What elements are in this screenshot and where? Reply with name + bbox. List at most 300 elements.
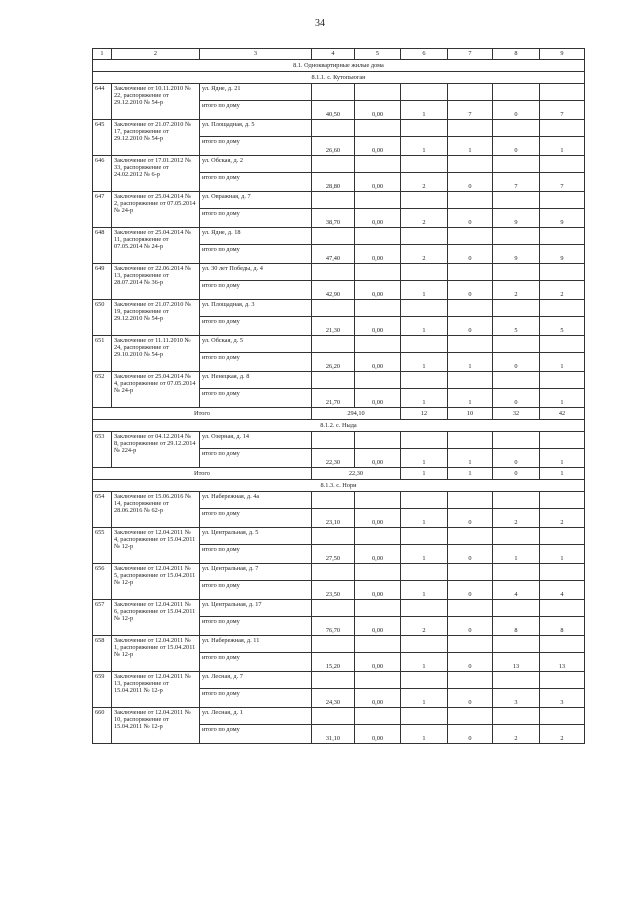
table-row [93, 84, 585, 101]
table-row [93, 564, 585, 581]
value-cell: 21,30 [312, 317, 355, 336]
empty-cell [312, 84, 355, 101]
value-cell: 1 [401, 725, 448, 744]
value-cell: 0 [493, 449, 540, 468]
empty-cell [401, 156, 448, 173]
total-row [93, 468, 585, 480]
row-number: 653 [93, 432, 112, 468]
empty-cell [401, 84, 448, 101]
total-value: 22,30 [312, 468, 401, 480]
empty-cell [493, 120, 540, 137]
value-cell: 21,70 [312, 389, 355, 408]
row-number: 654 [93, 492, 112, 528]
value-cell: 1 [401, 689, 448, 708]
column-header: 8 [493, 49, 540, 60]
value-cell: 1 [401, 317, 448, 336]
address: ул. Ядне, д. 21 [200, 84, 312, 101]
value-cell: 27,50 [312, 545, 355, 564]
value-cell: 76,70 [312, 617, 355, 636]
subtotal-label: итого по дому [200, 509, 312, 528]
document-ref: Заключение от 12.04.2011 № 10, распоряжение от 15.04.2011 № 12-р [112, 708, 200, 744]
value-cell: 0 [493, 137, 540, 156]
empty-cell [401, 336, 448, 353]
table-row [93, 672, 585, 689]
document-ref: Заключение от 17.01.2012 № 33, распоряжение от 24.02.2012 № 6-р [112, 156, 200, 192]
table-row [93, 228, 585, 245]
subtotal-label: итого по дому [200, 353, 312, 372]
empty-cell [493, 228, 540, 245]
column-header: 7 [448, 49, 493, 60]
table-row [93, 432, 585, 449]
empty-cell [401, 300, 448, 317]
total-value: 1 [401, 468, 448, 480]
empty-cell [401, 264, 448, 281]
value-cell: 0,00 [355, 617, 401, 636]
value-cell: 24,30 [312, 689, 355, 708]
empty-cell [540, 264, 585, 281]
empty-cell [355, 264, 401, 281]
empty-cell [312, 120, 355, 137]
value-cell: 0,00 [355, 389, 401, 408]
empty-cell [448, 600, 493, 617]
document-ref: Заключение от 10.11.2010 № 22, распоряжение от 29.12.2010 № 54-р [112, 84, 200, 120]
value-cell: 23,10 [312, 509, 355, 528]
value-cell: 0,00 [355, 209, 401, 228]
empty-cell [312, 192, 355, 209]
document-ref: Заключение от 22.06.2014 № 13, распоряжение от 28.07.2014 № 36-р [112, 264, 200, 300]
empty-cell [355, 432, 401, 449]
value-cell: 0 [493, 101, 540, 120]
address: ул. Ненецкая, д. 8 [200, 372, 312, 389]
value-cell: 38,70 [312, 209, 355, 228]
document-ref: Заключение от 12.04.2011 № 13, распоряжение от 15.04.2011 № 12-р [112, 672, 200, 708]
empty-cell [312, 528, 355, 545]
subtotal-label: итого по дому [200, 545, 312, 564]
empty-cell [493, 672, 540, 689]
address: ул. Центральная, д. 5 [200, 528, 312, 545]
empty-cell [355, 300, 401, 317]
empty-cell [312, 336, 355, 353]
value-cell: 0,00 [355, 449, 401, 468]
value-cell: 0,00 [355, 245, 401, 264]
section-row [93, 60, 585, 72]
empty-cell [355, 336, 401, 353]
value-cell: 2 [401, 617, 448, 636]
total-label: Итого [93, 468, 312, 480]
value-cell: 13 [493, 653, 540, 672]
empty-cell [540, 372, 585, 389]
value-cell: 0,00 [355, 137, 401, 156]
empty-cell [448, 528, 493, 545]
section-row [93, 420, 585, 432]
column-header: 3 [200, 49, 312, 60]
value-cell: 0,00 [355, 101, 401, 120]
value-cell: 1 [448, 353, 493, 372]
empty-cell [401, 600, 448, 617]
empty-cell [448, 156, 493, 173]
value-cell: 0 [448, 245, 493, 264]
subtotal-label: итого по дому [200, 173, 312, 192]
document-ref: Заключение от 12.04.2011 № 5, распоряжение от 15.04.2011 № 12-р [112, 564, 200, 600]
value-cell: 1 [401, 281, 448, 300]
empty-cell [312, 372, 355, 389]
total-value: 1 [448, 468, 493, 480]
address: ул. Набережная, д. 4а [200, 492, 312, 509]
empty-cell [493, 336, 540, 353]
value-cell: 1 [401, 545, 448, 564]
empty-cell [401, 492, 448, 509]
empty-cell [401, 120, 448, 137]
value-cell: 3 [540, 689, 585, 708]
subtotal-label: итого по дому [200, 101, 312, 120]
value-cell: 1 [401, 353, 448, 372]
value-cell: 2 [540, 281, 585, 300]
table-row [93, 120, 585, 137]
table-row [93, 708, 585, 725]
empty-cell [448, 432, 493, 449]
empty-cell [493, 264, 540, 281]
empty-cell [401, 564, 448, 581]
address: ул. Центральная, д. 17 [200, 600, 312, 617]
page-number: 34 [315, 18, 325, 29]
row-number: 650 [93, 300, 112, 336]
empty-cell [355, 492, 401, 509]
value-cell: 7 [540, 173, 585, 192]
document-ref: Заключение от 21.07.2010 № 19, распоряжение от 29.12.2010 № 54-р [112, 300, 200, 336]
empty-cell [355, 708, 401, 725]
row-number: 660 [93, 708, 112, 744]
value-cell: 9 [540, 245, 585, 264]
empty-cell [493, 492, 540, 509]
value-cell: 13 [540, 653, 585, 672]
value-cell: 1 [401, 101, 448, 120]
value-cell: 0 [493, 353, 540, 372]
document-ref: Заключение от 25.04.2014 № 4, распоряжение от 07.05.2014 № 24-р [112, 372, 200, 408]
value-cell: 15,20 [312, 653, 355, 672]
empty-cell [493, 564, 540, 581]
value-cell: 1 [540, 449, 585, 468]
value-cell: 1 [401, 509, 448, 528]
column-header: 9 [540, 49, 585, 60]
empty-cell [540, 432, 585, 449]
empty-cell [401, 672, 448, 689]
value-cell: 0,00 [355, 581, 401, 600]
value-cell: 0,00 [355, 509, 401, 528]
empty-cell [355, 564, 401, 581]
empty-cell [312, 636, 355, 653]
empty-cell [312, 708, 355, 725]
empty-cell [448, 708, 493, 725]
value-cell: 0 [448, 317, 493, 336]
empty-cell [401, 528, 448, 545]
empty-cell [401, 432, 448, 449]
subtotal-label: итого по дому [200, 689, 312, 708]
empty-cell [448, 564, 493, 581]
table-row [93, 264, 585, 281]
empty-cell [493, 636, 540, 653]
empty-cell [312, 672, 355, 689]
empty-cell [355, 192, 401, 209]
empty-cell [448, 672, 493, 689]
row-number: 647 [93, 192, 112, 228]
row-number: 649 [93, 264, 112, 300]
empty-cell [312, 300, 355, 317]
address: ул. Обская, д. 2 [200, 156, 312, 173]
empty-cell [540, 672, 585, 689]
table-row [93, 192, 585, 209]
value-cell: 1 [448, 389, 493, 408]
total-row [93, 408, 585, 420]
value-cell: 8 [540, 617, 585, 636]
table-row [93, 600, 585, 617]
total-label: Итого [93, 408, 312, 420]
empty-cell [448, 492, 493, 509]
total-value: 10 [448, 408, 493, 420]
empty-cell [493, 372, 540, 389]
header-row [93, 49, 585, 60]
empty-cell [355, 528, 401, 545]
subtotal-label: итого по дому [200, 317, 312, 336]
value-cell: 26,20 [312, 353, 355, 372]
empty-cell [355, 600, 401, 617]
address: ул. Набережная, д. 11 [200, 636, 312, 653]
address: ул. Лесная, д. 1 [200, 708, 312, 725]
empty-cell [448, 336, 493, 353]
value-cell: 28,80 [312, 173, 355, 192]
value-cell: 0,00 [355, 725, 401, 744]
table-row [93, 156, 585, 173]
value-cell: 1 [401, 449, 448, 468]
subtotal-label: итого по дому [200, 581, 312, 600]
empty-cell [493, 528, 540, 545]
table-row [93, 372, 585, 389]
empty-cell [401, 708, 448, 725]
empty-cell [448, 192, 493, 209]
column-header: 2 [112, 49, 200, 60]
value-cell: 26,60 [312, 137, 355, 156]
value-cell: 1 [540, 353, 585, 372]
table-row [93, 492, 585, 509]
value-cell: 0 [448, 689, 493, 708]
row-number: 655 [93, 528, 112, 564]
section-row [93, 72, 585, 84]
document-ref: Заключение от 25.04.2014 № 11, распоряжение от 07.05.2014 № 24-р [112, 228, 200, 264]
address: ул. Овражная, д. 7 [200, 192, 312, 209]
table-row [93, 636, 585, 653]
empty-cell [448, 372, 493, 389]
table-row [93, 300, 585, 317]
value-cell: 0 [448, 281, 493, 300]
value-cell: 1 [401, 137, 448, 156]
total-value: 32 [493, 408, 540, 420]
value-cell: 0,00 [355, 173, 401, 192]
empty-cell [312, 156, 355, 173]
value-cell: 4 [540, 581, 585, 600]
value-cell: 0 [448, 617, 493, 636]
value-cell: 0,00 [355, 689, 401, 708]
value-cell: 22,30 [312, 449, 355, 468]
value-cell: 0,00 [355, 281, 401, 300]
value-cell: 1 [493, 545, 540, 564]
empty-cell [312, 600, 355, 617]
value-cell: 9 [540, 209, 585, 228]
empty-cell [355, 84, 401, 101]
empty-cell [355, 672, 401, 689]
total-value: 12 [401, 408, 448, 420]
value-cell: 5 [540, 317, 585, 336]
document-ref: Заключение от 12.04.2011 № 6, распоряжение от 15.04.2011 № 12-р [112, 600, 200, 636]
row-number: 646 [93, 156, 112, 192]
value-cell: 7 [448, 101, 493, 120]
subtotal-label: итого по дому [200, 389, 312, 408]
empty-cell [540, 300, 585, 317]
subtotal-label: итого по дому [200, 209, 312, 228]
row-number: 648 [93, 228, 112, 264]
document-ref: Заключение от 12.04.2011 № 1, распоряжение от 15.04.2011 № 12-р [112, 636, 200, 672]
empty-cell [448, 228, 493, 245]
address: ул. Площадная, д. 3 [200, 300, 312, 317]
row-number: 658 [93, 636, 112, 672]
value-cell: 0,00 [355, 545, 401, 564]
value-cell: 0 [448, 725, 493, 744]
table-row [93, 528, 585, 545]
address: ул. Центральная, д. 7 [200, 564, 312, 581]
empty-cell [493, 84, 540, 101]
empty-cell [355, 372, 401, 389]
address: ул. Озерная, д. 14 [200, 432, 312, 449]
subtotal-label: итого по дому [200, 281, 312, 300]
value-cell: 1 [401, 389, 448, 408]
value-cell: 2 [493, 281, 540, 300]
section-title: 8.1.3. с. Нори [93, 480, 585, 492]
document-ref: Заключение от 11.11.2010 № 24, распоряжение от 29.10.2010 № 54-р [112, 336, 200, 372]
empty-cell [448, 264, 493, 281]
value-cell: 0 [448, 581, 493, 600]
value-cell: 7 [493, 173, 540, 192]
empty-cell [540, 336, 585, 353]
section-title: 8.1.1. с. Кутопьюган [93, 72, 585, 84]
empty-cell [401, 636, 448, 653]
value-cell: 2 [540, 725, 585, 744]
value-cell: 1 [540, 389, 585, 408]
empty-cell [540, 120, 585, 137]
row-number: 657 [93, 600, 112, 636]
subtotal-label: итого по дому [200, 617, 312, 636]
value-cell: 0,00 [355, 353, 401, 372]
value-cell: 0 [448, 545, 493, 564]
document-ref: Заключение от 15.06.2016 № 14, распоряжение от 28.06.2016 № 62-р [112, 492, 200, 528]
empty-cell [540, 156, 585, 173]
value-cell: 1 [540, 137, 585, 156]
empty-cell [448, 84, 493, 101]
empty-cell [312, 432, 355, 449]
row-number: 656 [93, 564, 112, 600]
empty-cell [493, 432, 540, 449]
empty-cell [493, 600, 540, 617]
empty-cell [355, 636, 401, 653]
value-cell: 9 [493, 209, 540, 228]
empty-cell [312, 564, 355, 581]
document-ref: Заключение от 21.07.2010 № 17, распоряжение от 29.12.2010 № 54-р [112, 120, 200, 156]
empty-cell [401, 192, 448, 209]
empty-cell [493, 300, 540, 317]
empty-cell [493, 708, 540, 725]
empty-cell [540, 192, 585, 209]
column-header: 6 [401, 49, 448, 60]
empty-cell [312, 228, 355, 245]
section-title: 8.1. Одноквартирные жилые дома [93, 60, 585, 72]
value-cell: 7 [540, 101, 585, 120]
value-cell: 8 [493, 617, 540, 636]
section-row [93, 480, 585, 492]
document-ref: Заключение от 12.04.2011 № 4, распоряжение от 15.04.2011 № 12-р [112, 528, 200, 564]
housing-table [92, 48, 585, 744]
value-cell: 40,50 [312, 101, 355, 120]
empty-cell [448, 120, 493, 137]
row-number: 652 [93, 372, 112, 408]
total-value: 1 [540, 468, 585, 480]
empty-cell [448, 636, 493, 653]
value-cell: 2 [401, 209, 448, 228]
value-cell: 31,10 [312, 725, 355, 744]
total-value: 294,10 [312, 408, 401, 420]
value-cell: 0,00 [355, 653, 401, 672]
column-header: 1 [93, 49, 112, 60]
total-value: 0 [493, 468, 540, 480]
empty-cell [540, 600, 585, 617]
empty-cell [312, 264, 355, 281]
value-cell: 1 [448, 137, 493, 156]
value-cell: 0 [448, 509, 493, 528]
value-cell: 5 [493, 317, 540, 336]
document-ref: Заключение от 25.04.2014 № 2, распоряжение от 07.05.2014 № 24-р [112, 192, 200, 228]
column-header: 4 [312, 49, 355, 60]
value-cell: 1 [401, 581, 448, 600]
row-number: 659 [93, 672, 112, 708]
column-header: 5 [355, 49, 401, 60]
row-number: 645 [93, 120, 112, 156]
value-cell: 2 [401, 245, 448, 264]
value-cell: 0,00 [355, 317, 401, 336]
address: ул. Ядне, д. 18 [200, 228, 312, 245]
empty-cell [540, 636, 585, 653]
empty-cell [401, 372, 448, 389]
empty-cell [540, 528, 585, 545]
subtotal-label: итого по дому [200, 449, 312, 468]
row-number: 651 [93, 336, 112, 372]
empty-cell [312, 492, 355, 509]
subtotal-label: итого по дому [200, 137, 312, 156]
address: ул. Площадная, д. 5 [200, 120, 312, 137]
empty-cell [540, 708, 585, 725]
empty-cell [540, 492, 585, 509]
value-cell: 1 [448, 449, 493, 468]
total-value: 42 [540, 408, 585, 420]
empty-cell [493, 192, 540, 209]
section-title: 8.1.2. с. Ныда [93, 420, 585, 432]
empty-cell [540, 564, 585, 581]
value-cell: 2 [540, 509, 585, 528]
empty-cell [540, 84, 585, 101]
address: ул. Обская, д. 5 [200, 336, 312, 353]
empty-cell [540, 228, 585, 245]
subtotal-label: итого по дому [200, 245, 312, 264]
value-cell: 0 [448, 209, 493, 228]
empty-cell [401, 228, 448, 245]
value-cell: 0 [448, 173, 493, 192]
row-number: 644 [93, 84, 112, 120]
value-cell: 42,90 [312, 281, 355, 300]
